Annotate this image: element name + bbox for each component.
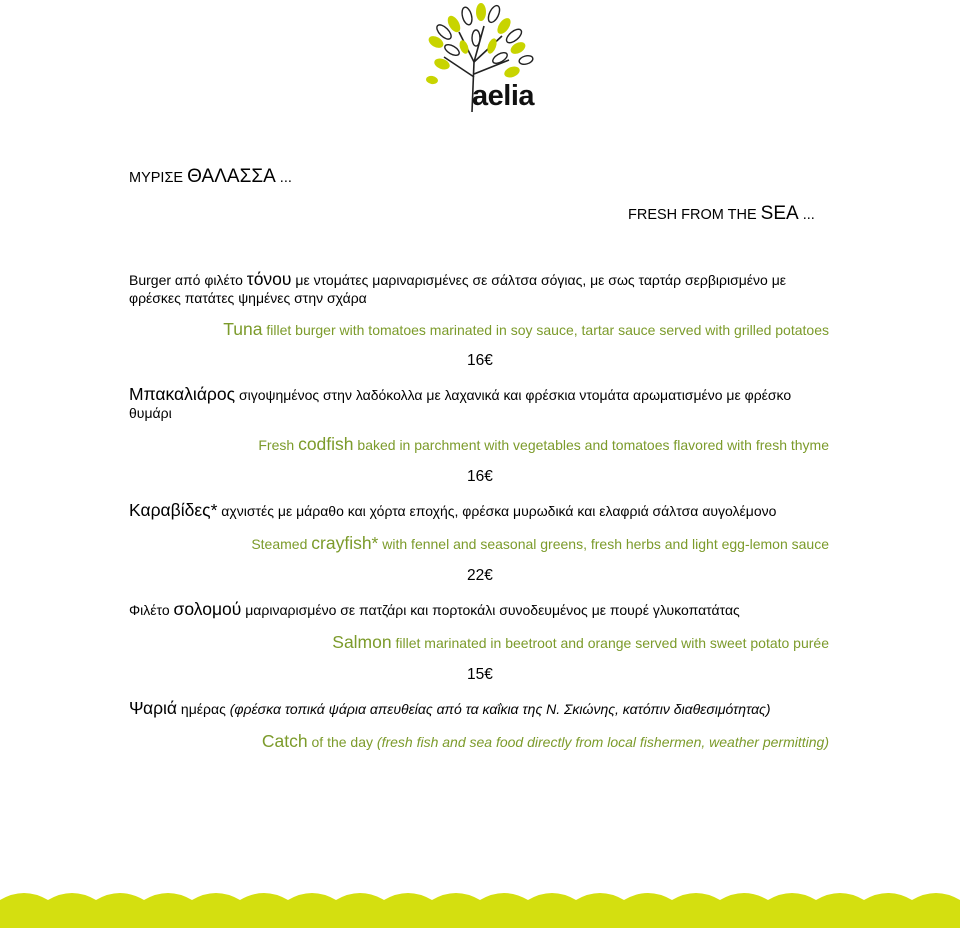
- brand-logo-text: aelia: [472, 80, 534, 112]
- greek-dish-name: τόνου: [246, 269, 292, 289]
- english-dish-name: Catch: [261, 731, 308, 751]
- menu-item-greek: [129, 270, 809, 307]
- price: 16€: [467, 468, 493, 485]
- price: 22€: [467, 567, 493, 584]
- menu-item-greek: [129, 385, 809, 422]
- greek-text: Φιλέτο: [129, 602, 174, 618]
- english-description: fillet burger with tomatoes marinated in soy sauce, tartar sauce served with grilled potatoes: [262, 322, 829, 338]
- english-heading-big: SEA: [760, 203, 799, 224]
- english-description: with fennel and seasonal greens, fresh herbs and light egg-lemon sauce: [378, 536, 829, 552]
- english-text: Steamed: [251, 536, 312, 552]
- menu-item-english: [332, 633, 829, 652]
- english-heading-prefix: FRESH FROM THE: [628, 207, 757, 223]
- greek-description: μαριναρισμένο σε πατζάρι και πορτοκάλι συνοδευμένος με πουρέ γλυκοπατάτας: [241, 602, 740, 618]
- greek-description: αχνιστές με μάραθο και χόρτα εποχής, φρέσκα μυρωδικά και ελαφριά σάλτσα αυγολέμονο: [217, 503, 777, 519]
- greek-heading-suffix: ...: [279, 170, 292, 186]
- english-dish-name: crayfish*: [311, 533, 379, 553]
- greek-text: Burger από φιλέτο: [129, 272, 247, 288]
- greek-dish-name: Ψαριά: [129, 698, 178, 718]
- english-dish-name: codfish: [298, 434, 354, 454]
- price: 16€: [467, 352, 493, 369]
- menu-item-greek: [129, 501, 829, 520]
- greek-dish-name: Καραβίδες*: [129, 500, 218, 520]
- menu-item-english: [251, 534, 829, 553]
- greek-description: ημέρας: [177, 701, 230, 717]
- menu-item-greek: [129, 600, 829, 619]
- menu-item-greek: [129, 699, 829, 718]
- english-dish-name: Salmon: [332, 632, 392, 652]
- greek-heading-prefix: ΜΥΡΙΣΕ: [129, 170, 184, 186]
- menu-item-english: [223, 320, 829, 339]
- greek-heading-big: ΘΑΛΑΣΣΑ: [187, 166, 276, 187]
- menu-item-english: [262, 732, 829, 751]
- english-description: baked in parchment with vegetables and tomatoes flavored with fresh thyme: [353, 437, 829, 453]
- greek-note: (φρέσκα τοπικά ψάρια απευθείας από τα καΐκια της Ν. Σκιώνης, κατόπιν διαθεσιμότητας): [229, 701, 771, 717]
- english-dish-name: Tuna: [223, 319, 263, 339]
- menu-item-english: [258, 435, 829, 454]
- greek-dish-name: σολομού: [173, 599, 242, 619]
- greek-dish-name: Μπακαλιάρος: [129, 384, 236, 404]
- price: 15€: [467, 666, 493, 683]
- greek-description: με ντομάτες μαριναρισμένες σε σάλτσα σόγιας, με σως ταρτάρ σερβιρισμένο με φρέσκες πατάτες ψημένες στην σχάρα: [129, 272, 786, 306]
- greek-heading: [129, 166, 292, 189]
- greek-description: σιγοψημένος στην λαδόκολλα με λαχανικά και φρέσκια ντομάτα αρωματισμένο με φρέσκο θυμάρι: [129, 387, 792, 421]
- english-heading-suffix: ...: [802, 207, 815, 223]
- english-text: Fresh: [258, 437, 299, 453]
- english-note: (fresh fish and sea food directly from local fishermen, weather permitting): [376, 734, 829, 750]
- english-description: fillet marinated in beetroot and orange served with sweet potato purée: [391, 635, 829, 651]
- english-heading: [628, 203, 815, 225]
- wave-decoration: [0, 886, 960, 928]
- english-description: of the day: [307, 734, 377, 750]
